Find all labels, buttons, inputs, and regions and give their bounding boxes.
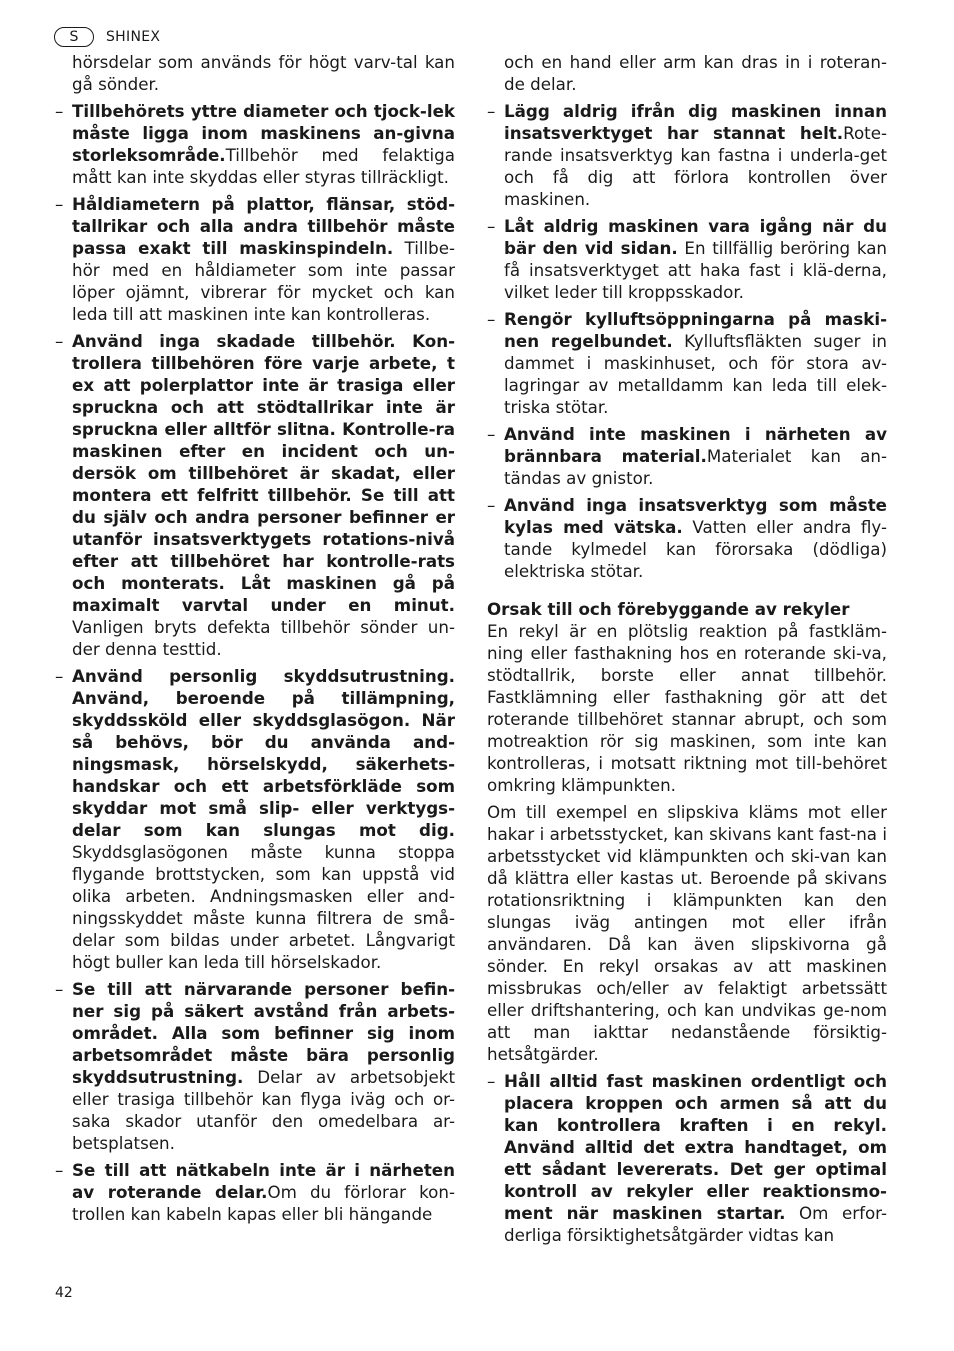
section-heading: Orsak till och förebyggande av rekyler	[487, 599, 850, 619]
safety-item	[55, 193, 455, 325]
item-bold: Håldiametern på plattor, flänsar, stöd-tallrikar och alla andra tillbehör måste passa exakt till maskinspindeln.	[72, 194, 455, 258]
body-paragraph: Om till exempel en slipskiva kläms mot eller hakar i arbetsstycket, kan skivans kant fast-na i arbetsstycket vid klämpunkten och ski-van kan då klättra eller kastas ut. Beroende på skivans rotationsriktning i klämpunkten kan den slungas iväg antingen mot eller ifrån användaren. Då kan även slipskivorna gå sönder. En rekyl orsakas av att maskinen missbrukas och/eller av felaktigt arbetssätt eller driftshantering, och kan undvikas ge-nom att man iakttar nedanstående försiktig-hetsåtgärder.	[487, 802, 887, 1064]
item-text: Tillbehör med felaktiga mått kan inte skyddas eller styras tillräckligt.	[72, 145, 455, 187]
item-bold: Se till att nätkabeln inte är i närheten av roterande delar.	[72, 1160, 455, 1202]
item-text: En tillfällig beröring kan få insatsverktyget att haka fast i klä-derna, vilket leder till kroppsskador.	[504, 238, 887, 302]
continued-paragraph: hörsdelar som används för högt varv-tal kan gå sönder.	[72, 52, 455, 94]
item-bold: Håll alltid fast maskinen ordentligt och placera kroppen och armen så att du kan kontrollera kraften i en rekyl. Använd alltid det extra handtaget, om ett sådant levererats. Det ger optimal kontroll av rekyler eller reaktionsmo-ment när maskinen startar.	[504, 1071, 887, 1223]
item-text: Materialet kan an-tändas av gnistor.	[504, 446, 887, 488]
list-dash: –	[487, 495, 496, 515]
item-bold: Tillbehörets yttre diameter och tjock-lek måste ligga inom maskinens an-givna storleksområde.	[72, 101, 455, 165]
list-dash: –	[487, 309, 496, 329]
safety-item	[487, 100, 887, 210]
page-number: 42	[55, 1285, 73, 1301]
list-dash: –	[55, 101, 64, 121]
safety-item	[55, 100, 455, 188]
item-text: Kylluftsfläkten suger in dammet i maskinhuset, och för stora av-lagringar av metalldamm kan leda till elek-triska stötar.	[504, 331, 887, 417]
continued-paragraph: och en hand eller arm kan dras in i roteran-de delar.	[504, 52, 887, 94]
item-bold: Använd inga skadade tillbehör. Kon-trollera tillbehören före varje arbete, t ex att polerplattor inte är trasiga eller spruckna och att stödtallrikar inte är spruckna eller alltför slitna. Kontrolle-ra maskinen efter en incident och un-dersök om tillbehöret är skadat, eller montera ett felfritt tillbehör. Se till att du själv och andra personer befinner er utanför insatsverktygets rotations-nivå efter att tillbehöret har kontrolle-rats och monterats. Låt maskinen gå på maximalt varvtal under en minut.	[72, 331, 455, 615]
body-paragraph: En rekyl är en plötslig reaktion på fastkläm-ning eller fasthakning hos en roterande ski-va, stödtallrik, borste eller annat tillbehör. Fastklämning eller fasthakning gör att det roterande tillbehöret stannar abrupt, och som motreaktion rör sig maskinen, som inte kan kontrolleras, i motsatt riktning mot till-behöret omkring klämpunkten.	[487, 621, 887, 795]
brand-name: SHINEX	[106, 29, 161, 45]
list-dash: –	[55, 979, 64, 999]
item-text: Om du förlorar kon-trollen kan kabeln kapas eller bli hängande	[72, 1182, 455, 1224]
safety-item	[487, 308, 887, 418]
safety-item	[487, 1070, 887, 1246]
language-badge: S	[54, 27, 94, 47]
safety-item	[487, 423, 887, 489]
item-bold: Lägg aldrig ifrån dig maskinen innan insatsverktyget har stannat helt.	[504, 101, 887, 143]
safety-item	[55, 978, 455, 1154]
list-dash: –	[487, 1071, 496, 1091]
list-dash: –	[55, 194, 64, 214]
item-text: Skyddsglasögonen måste kunna stoppa flygande brottstycken, som kan uppstå vid olika arbeten. Andningsmasken eller and-ningsskyddet måste kunna filtrera de små-delar som bildas under arbetet. Långvarigt högt buller kan leda till hörselskador.	[72, 842, 455, 972]
item-bold: Använd personlig skyddsutrustning. Använd, beroende på tillämpning, skyddssköld eller skyddsglasögon. När så behövs, bör du använda and-ningsmask, hörselskydd, säkerhets-handskar och ett arbetsförkläde som skyddar mot små slip- eller verktygs-delar som kan slungas mot dig.	[72, 666, 455, 840]
list-dash: –	[55, 331, 64, 351]
item-bold: Se till att närvarande personer befin-ner sig på säkert avstånd från arbets-området. Alla som befinner sig inom arbetsområdet måste bära personlig skyddsutrustning.	[72, 979, 455, 1087]
safety-item	[55, 1159, 455, 1225]
list-dash: –	[55, 666, 64, 686]
page-header	[54, 26, 160, 48]
item-text: Vanligen bryts defekta tillbehör sönder un-der denna testtid.	[72, 617, 455, 659]
item-text: Delar av arbetsobjekt eller trasiga tillbehör kan flyga iväg och or-saka skador utanför den omedelbara ar-betsplatsen.	[72, 1067, 455, 1153]
safety-item	[55, 330, 455, 660]
right-column	[487, 51, 887, 1251]
item-text: Tillbe-hör med en håldiameter som inte passar löper ojämnt, vibrerar för mycket och kan leda till att maskinen inte kan kontrolleras.	[72, 238, 455, 324]
left-column	[55, 51, 455, 1230]
list-dash: –	[55, 1160, 64, 1180]
item-bold: Använd inte maskinen i närheten av brännbara material.	[504, 424, 887, 466]
safety-item	[487, 215, 887, 303]
item-text: Vatten eller andra fly-tande kylmedel kan förorsaka (dödliga) elektriska stötar.	[504, 517, 887, 581]
list-dash: –	[487, 101, 496, 121]
item-bold: Använd inga insatsverktyg som måste kylas med vätska.	[504, 495, 887, 537]
item-text: Om erfor-derliga försiktighetsåtgärder vidtas kan	[504, 1203, 887, 1245]
item-bold: Låt aldrig maskinen vara igång när du bär den vid sidan.	[504, 216, 887, 258]
safety-item	[487, 494, 887, 582]
list-dash: –	[487, 216, 496, 236]
item-bold: Rengör kylluftsöppningarna på maski-nen regelbundet.	[504, 309, 887, 351]
list-dash: –	[487, 424, 496, 444]
safety-item	[55, 665, 455, 973]
item-text: Rote-rande insatsverktyg kan fastna i underla-get och få dig att förlora kontrollen över maskinen.	[504, 123, 887, 209]
